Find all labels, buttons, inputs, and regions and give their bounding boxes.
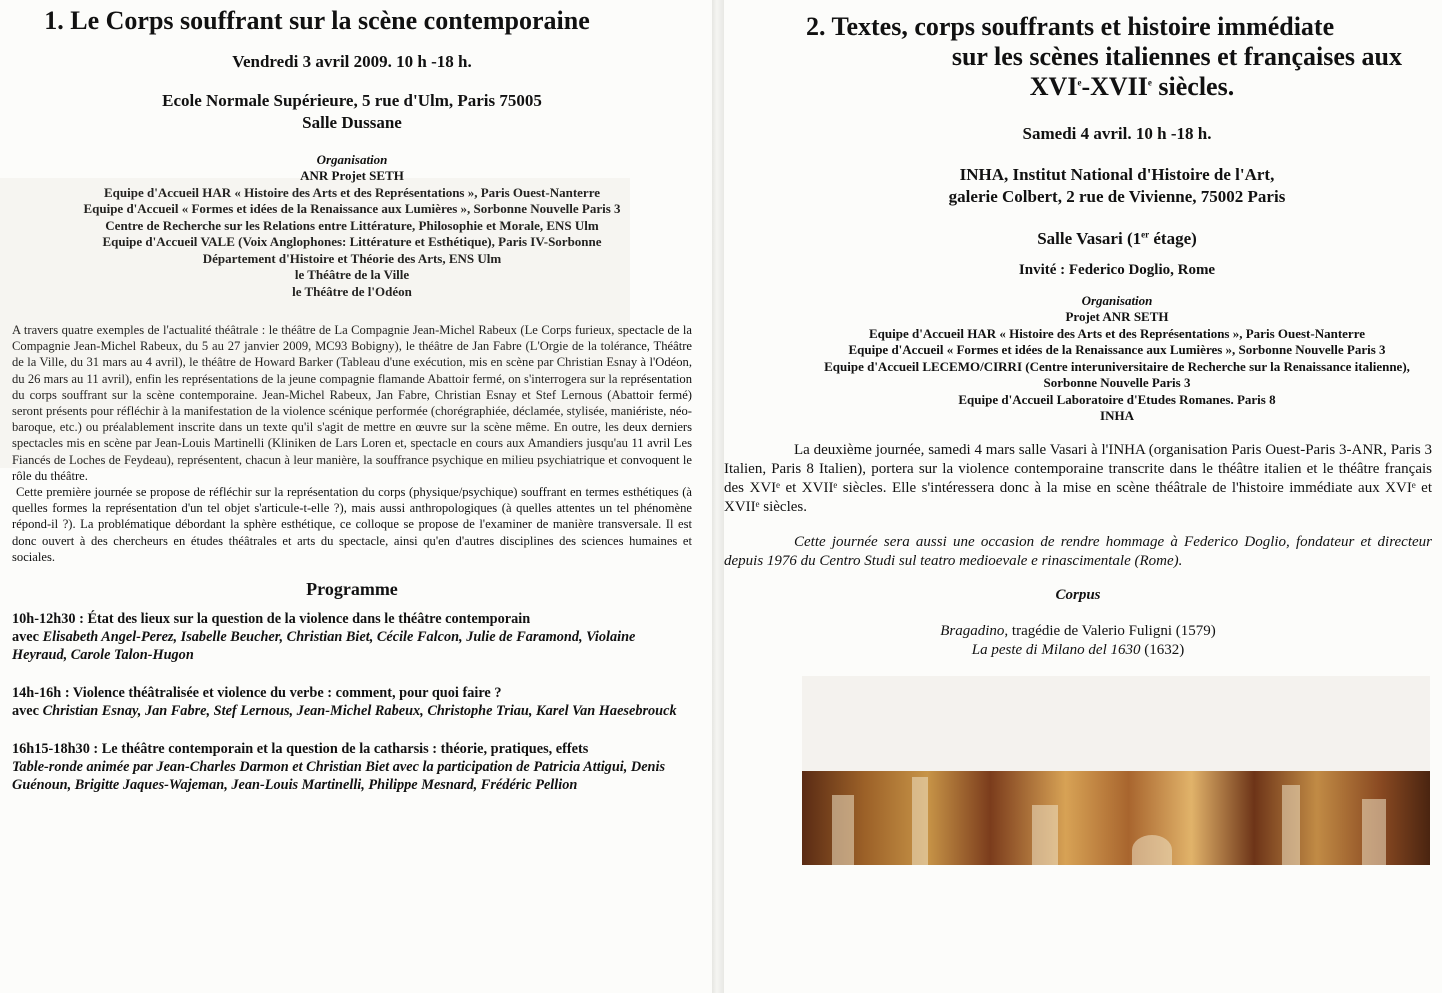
title-end: siècles. [1151, 72, 1235, 101]
session-topic: Violence théâtralisée et violence du verbe : comment, pour quoi faire ? [72, 685, 502, 702]
session-speakers: Table-ronde animée par Jean-Charles Darmon et Christian Biet avec la participation de Patricia Attigui, Denis Guénoun, Brigitte Jaques-Wajeman, Jean-Louis Martinelli, Philippe Mesnard, Frédéric Pellion [12, 759, 666, 794]
right-title-line-2: sur les scènes italiennes et françaises aux [951, 42, 1402, 71]
session-topic: État des lieux sur la question de la violence dans le théâtre contemporain [87, 611, 531, 628]
corpus-work: La peste di Milano del 1630 [971, 641, 1141, 658]
session-3 [12, 740, 692, 794]
session-2 [12, 684, 692, 720]
session-topic: Le théâtre contemporain et la question de la catharsis : théorie, pratiques, effets [101, 741, 589, 758]
corpus-title: Corpus [1055, 586, 1101, 603]
right-venue-address: galerie Colbert, 2 rue de Vivienne, 75002 Paris [948, 187, 1286, 206]
org-line: INHA [1100, 408, 1134, 423]
corpus-detail: , tragédie de Valerio Fuligni (1579) [1004, 622, 1216, 639]
right-organisation-list [802, 309, 1432, 425]
session-time: 14h-16h : [12, 685, 70, 702]
org-line: Equipe d'Accueil HAR « Histoire des Arts et des Représentations », Paris Ouest-Nanterre [869, 325, 1365, 341]
left-organisation-title: Organisation [316, 152, 388, 167]
renaissance-painting-banner [802, 771, 1430, 865]
org-line: le Théâtre de l'Odéon [292, 283, 412, 299]
right-organisation-title: Organisation [1081, 293, 1153, 308]
org-line: Equipe d'Accueil LECEMO/CIRRI (Centre interuniversitaire de Recherche sur la Renaissance italienne), Sorbonne Nouvelle Paris 3 [824, 358, 1410, 390]
session-time: 10h-12h30 : [12, 611, 84, 628]
org-line: Equipe d'Accueil « Formes et idées de la Renaissance aux Lumières », Sorbonne Nouvelle Paris 3 [848, 342, 1386, 357]
corpus-work: Bragadino [940, 622, 1005, 639]
right-room [802, 228, 1432, 250]
right-guest: Invité : Federico Doglio, Rome [1018, 262, 1216, 278]
title-sup: e [1077, 77, 1082, 88]
right-title-line-3 [802, 72, 1432, 102]
org-line: ANR Projet SETH [300, 168, 404, 183]
room-sup: er [1141, 229, 1150, 240]
programme-title: Programme [306, 579, 398, 600]
org-line: le Théâtre de la Ville [294, 267, 410, 282]
org-line: Equipe d'Accueil Laboratoire d'Etudes Romanes. Paris 8 [958, 391, 1276, 407]
corpus-item [724, 641, 1432, 660]
title-xvi: XVI [1029, 72, 1078, 101]
org-line: Département d'Histoire et Théorie des Arts, ENS Ulm [202, 250, 502, 266]
page-fold [712, 0, 724, 993]
org-line: Equipe d'Accueil « Formes et idées de la Renaissance aux Lumières », Sorbonne Nouvelle Paris 3 [83, 201, 621, 216]
right-date: Samedi 4 avril. 10 h -18 h. [1022, 124, 1212, 143]
session-time: 16h15-18h30 : [12, 741, 99, 758]
org-line: Equipe d'Accueil HAR « Histoire des Arts et des Représentations », Paris Ouest-Nanterre [104, 184, 600, 200]
left-page [0, 0, 712, 993]
org-line: Centre de Recherche sur les Relations entre Littérature, Philosophie et Morale, ENS Ulm [105, 217, 599, 233]
right-venue-name: INHA, Institut National d'Histoire de l'Art, [959, 165, 1275, 184]
session-with: avec [12, 703, 39, 720]
title-xvii: -XVII [1081, 72, 1148, 101]
left-venue-address: Ecole Normale Supérieure, 5 rue d'Ulm, Paris 75005 [162, 91, 542, 110]
corpus-item [724, 622, 1432, 641]
background-bleed [0, 178, 630, 468]
corpus-list [724, 622, 1432, 660]
image-bleed [802, 676, 1430, 771]
left-date: Vendredi 3 avril 2009. 10 h -18 h. [232, 52, 472, 71]
room-end: étage) [1149, 229, 1197, 248]
left-paragraph-2: Cette première journée se propose de réfléchir sur la représentation du corps (physique/psychique) souffrant en termes esthétiques (à quelles formes la représentation d'un tel objet s'articule-t-elle ?), mais aussi anthropologiques (à quelles attentes un tel phénomène répond-il ?). La problématique débordant la sphère esthétique, ce colloque se propose de l'examiner de manière transversale. Il est donc ouvert à des chercheurs en études théâtrales et arts du spectacle, ainsi qu'en d'autres disciplines des sciences humaines et sociales. [12, 485, 692, 564]
left-venue-room: Salle Dussane [302, 113, 402, 132]
room-label: Salle Vasari (1 [1037, 229, 1142, 248]
session-1 [12, 610, 692, 664]
title-sup-2: e [1147, 77, 1152, 88]
left-paragraph-1: A travers quatre exemples de l'actualité théâtrale : le théâtre de La Compagnie Jean-Michel Rabeux (Le Corps furieux, spectacle de la Compagnie Jean-Michel Rabeux, du 5 au 27 janvier 2009, MC93 Bobigny), le théâtre de Jan Fabre (L'Orgie de la tolérance, Théâtre de la Ville, du 31 mars au 4 avril), le théâtre de Howard Barker (Tableau d'une exécution, mis en scène par Christian Esnay à l'Odéon, du 26 mars au 11 avril), enfin les représentations de la jeune compagnie flamande Abattoir fermé, on s'interrogera sur la représentation du corps souffrant sur la scène contemporaine. Jean-Michel Rabeux, Jan Fabre, Christian Esnay et Stef Lernous (Abattoir fermé) seront présents pour réfléchir à la manifestation de la violence scénique performée (chorégraphiée, déclamée, stylisée, maniériste, néo-baroque, etc.) ou préalablement inscrite dans un texte qu'il s'agit de mettre en œuvre sur la scène même. En outre, les deux derniers spectacles mis en scène par Jean-Louis Martinelli (Kliniken de Lars Loren et, spectacle en cours aux Amandiers jusqu'au 11 avril Les Fiancés de Loches de Feydeau), représentent, chacun à leur manière, la souffrance psychique en milieu psychiatrique et convoquent le rôle du théâtre. [12, 323, 692, 483]
right-paragraph-1: La deuxième journée, samedi 4 mars salle Vasari à l'INHA (organisation Paris Ouest-Paris 3-ANR, Paris 3 Italien, Paris 8 Italien), portera sur la violence contemporaine transcrite dans le théâtre italien et le théâtre français des XVIᵉ et XVIIᵉ siècles. Elle s'intéressera donc à la mise en scène théâtrale de l'histoire immédiate aux XVIᵉ et XVIIᵉ siècles. [724, 441, 1432, 515]
org-line: Projet ANR SETH [1065, 309, 1169, 324]
left-title: 1. Le Corps souffrant sur la scène contemporaine [44, 6, 590, 35]
corpus-detail: (1632) [1140, 641, 1185, 658]
session-with: avec [12, 629, 39, 646]
right-paragraph-2: Cette journée sera aussi une occasion de rendre hommage à Federico Doglio, fondateur et directeur depuis 1976 du Centro Studi sul teatro medioevale e rinascimentale (Rome). [724, 533, 1432, 569]
session-speakers: Elisabeth Angel-Perez, Isabelle Beucher, Christian Biet, Cécile Falcon, Julie de Faramond, Violaine Heyraud, Carole Talon-Hugon [12, 629, 636, 664]
right-title-line-1: 2. Textes, corps souffrants et histoire immédiate [806, 12, 1335, 41]
org-line: Equipe d'Accueil VALE (Voix Anglophones: Littérature et Esthétique), Paris IV-Sorbonne [102, 234, 602, 249]
session-speakers: Christian Esnay, Jan Fabre, Stef Lernous, Jean-Michel Rabeux, Christophe Triau, Karel Van Haesebrouck [42, 703, 677, 720]
